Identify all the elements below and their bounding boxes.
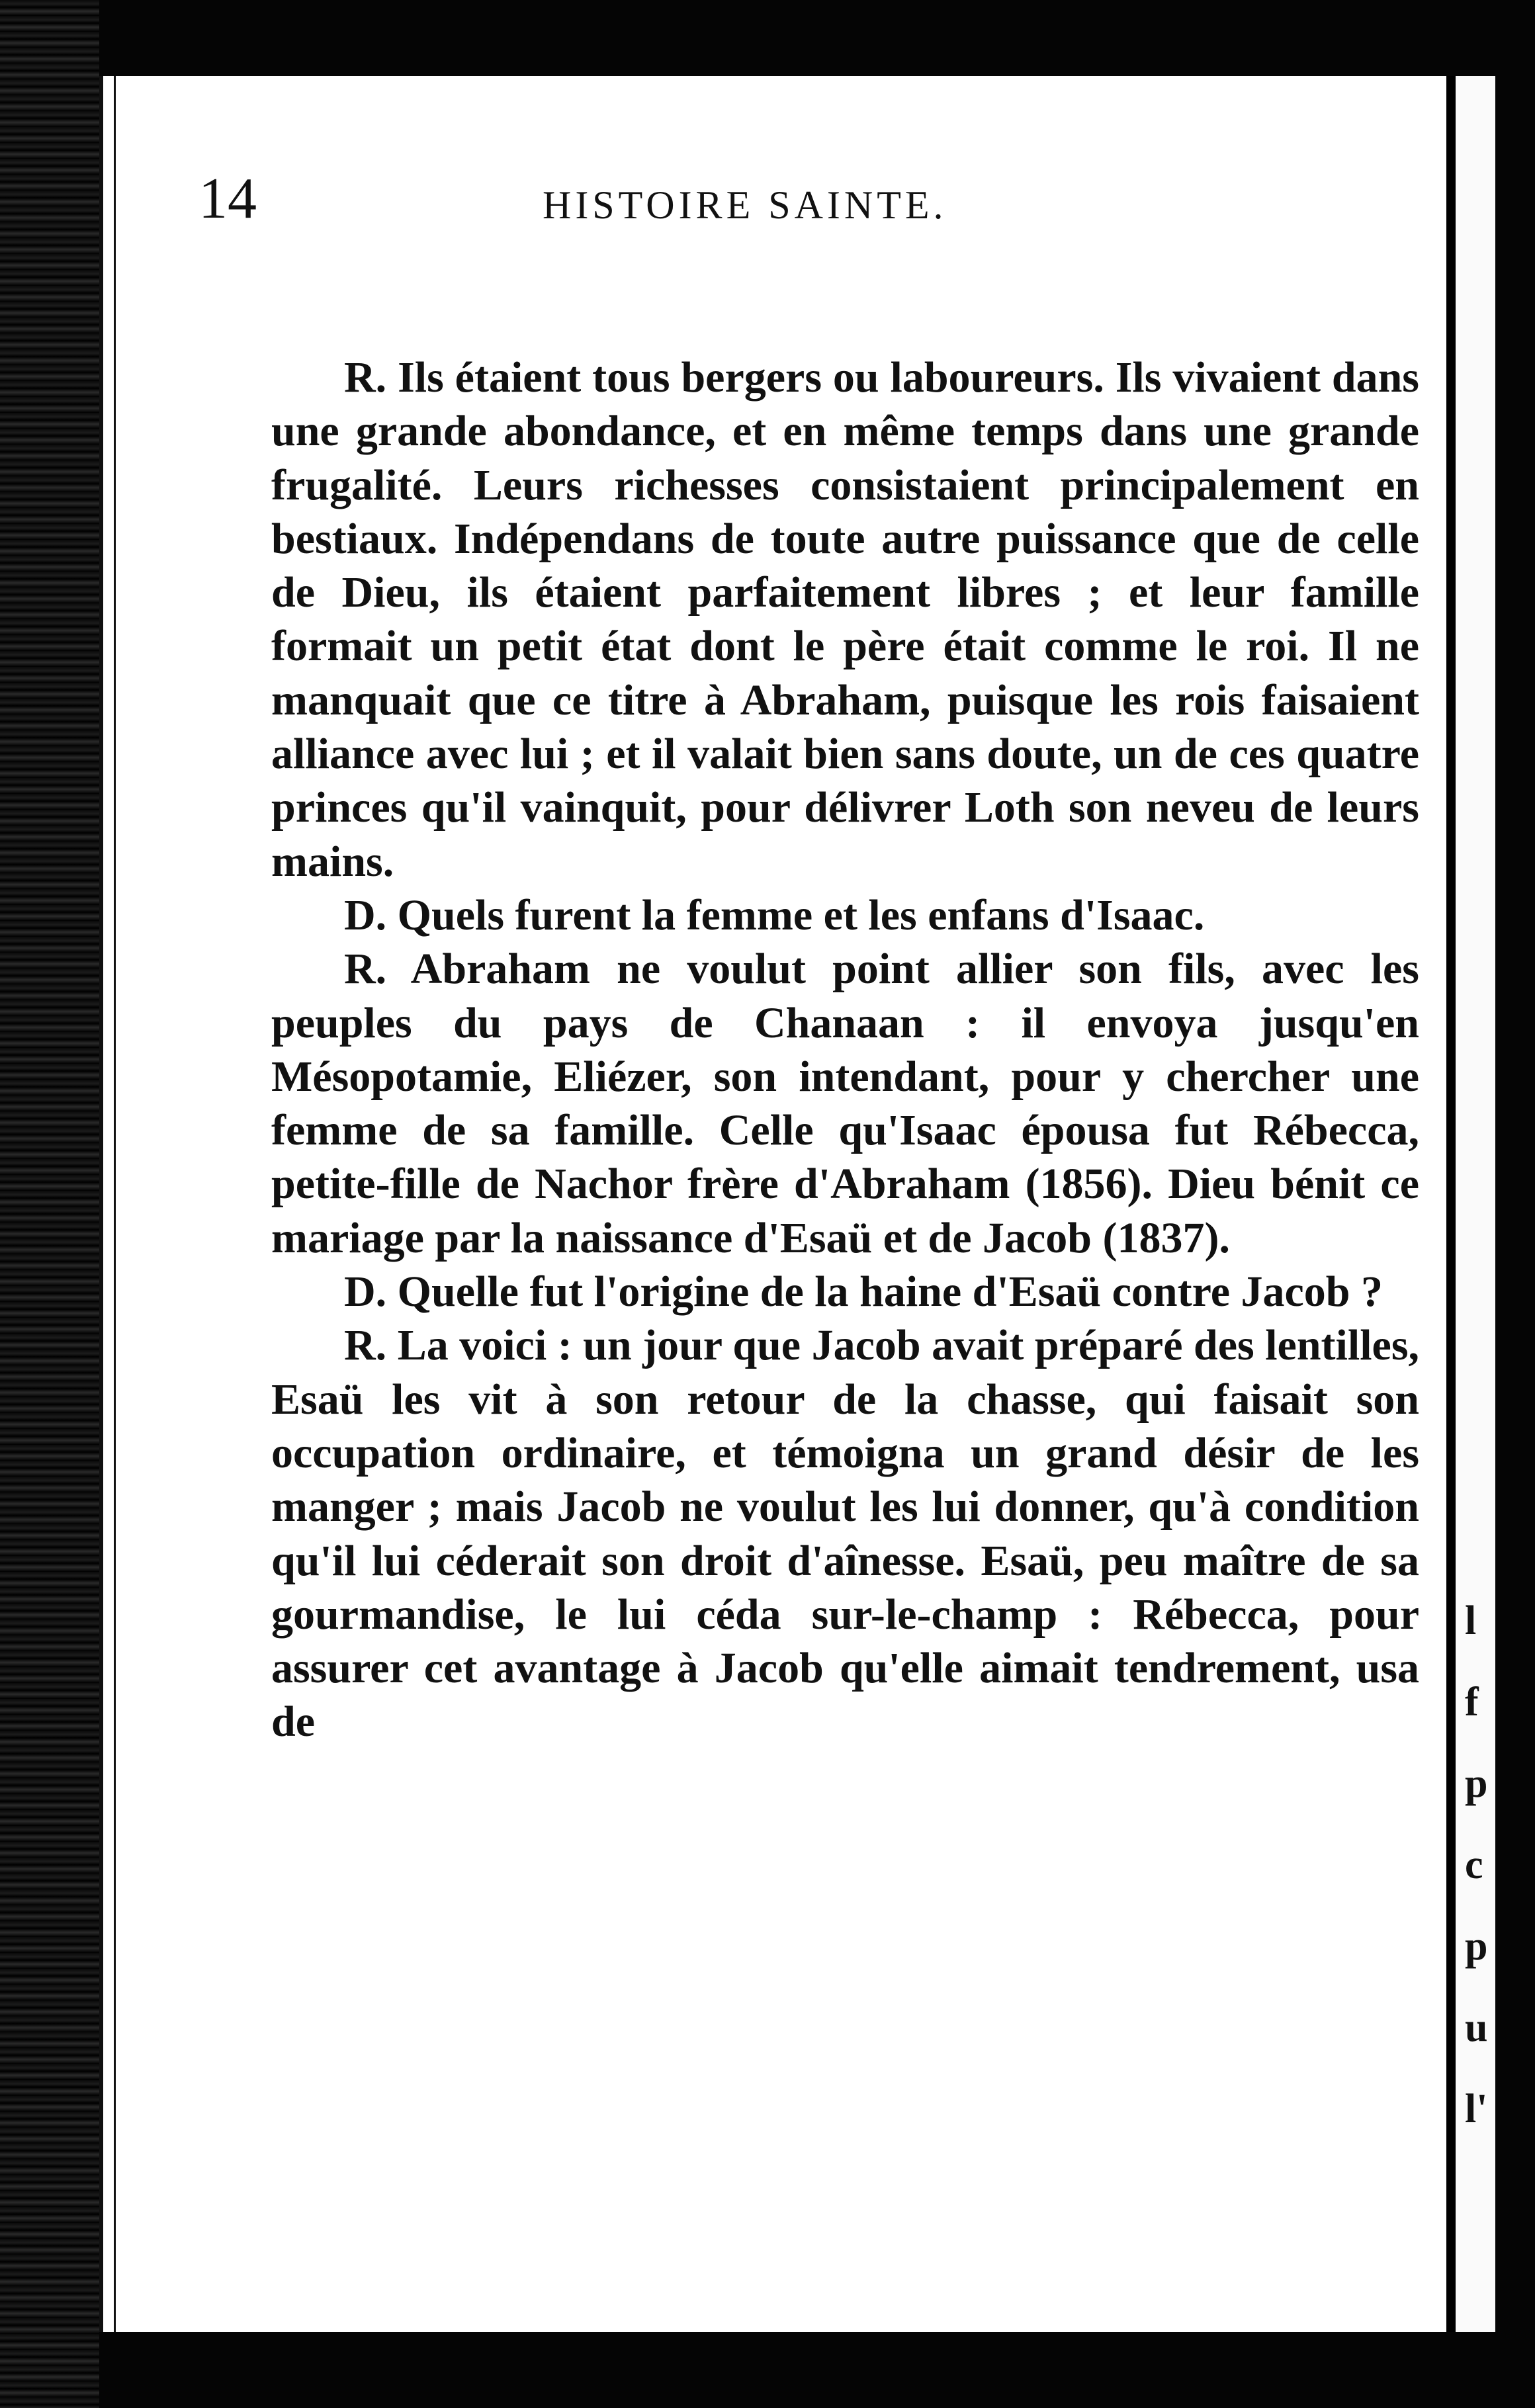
paragraph-answer xyxy=(271,351,1419,888)
paragraph-label: D. xyxy=(344,1268,387,1316)
gutter-line xyxy=(99,76,103,2332)
paragraph-text: Quels furent la femme et les enfans d'Isaac. xyxy=(397,890,1205,939)
paragraph-text: Quelle fut l'origine de la haine d'Esaü contre Jacob ? xyxy=(397,1268,1383,1316)
gutter-line-inner xyxy=(114,76,116,2332)
side-letter: p xyxy=(1465,1761,1488,1806)
page-header xyxy=(198,165,1423,245)
paragraph-text: La voici : un jour que Jacob avait préparé des lentilles, Esaü les vit à son retour de la chasse, qui faisait son occupation ordinaire, et témoigna un grand désir de les manger ; mais Jacob ne voulut les lui donner, qu'à condition qu'il lui céderait son droit d'aînesse. Esaü, peu maître de sa gourmandise, le lui céda sur-le-champ : Rébecca, pour assurer cet avantage à Jacob qu'elle aimait tendrement, usa de xyxy=(271,1321,1420,1746)
page-number: 14 xyxy=(198,167,257,231)
side-letter: l xyxy=(1465,1598,1477,1643)
side-letter: u xyxy=(1465,2005,1488,2050)
next-page-letters xyxy=(1465,1598,1491,2133)
paragraph-label: R. xyxy=(344,945,387,994)
side-letter: f xyxy=(1465,1680,1479,1725)
paragraph-question xyxy=(271,888,1419,942)
paragraph-answer xyxy=(271,942,1419,1265)
paragraph-label: R. xyxy=(344,1321,387,1370)
body-text xyxy=(271,351,1419,1749)
paragraph-question xyxy=(271,1265,1419,1318)
paragraph-text: Abraham ne voulut point allier son fils, avec les peuples du pays de Chanaan : il envoya jusqu'en Mésopotamie, Eliézer, son intendant, pour y chercher une femme de sa famille. Celle qu'Isaac épousa fut Rébecca, petite-fille de Nachor frère d'Abraham (1856). Dieu bénit ce mariage par la naissance d'Esaü et de Jacob (1837). xyxy=(271,945,1419,1262)
paragraph-text: Ils étaient tous bergers ou laboureurs. Ils vivaient dans une grande abondance, et en même temps dans une grande frugalité. Leurs richesses consistaient principalement en bestiaux. Indépendans de toute autre puissance que de celle de Dieu, ils étaient parfaitement libres ; et leur famille formait un petit état dont le père était comme le roi. Il ne manquait que ce titre à Abraham, puisque les rois faisaient alliance avec lui ; et il valait bien sans doute, un de ces quatre princes qu'il vainquit, pour délivrer Loth son neveu de leurs mains. xyxy=(271,353,1419,886)
side-letter: c xyxy=(1465,1842,1483,1887)
next-page-edge xyxy=(1446,76,1495,2332)
side-letter: p xyxy=(1465,1924,1488,1969)
left-page-edge xyxy=(0,0,99,2408)
side-letter: l' xyxy=(1465,2086,1488,2131)
paragraph-answer xyxy=(271,1318,1419,1748)
running-title: HISTOIRE SAINTE. xyxy=(543,183,947,227)
paragraph-label: R. xyxy=(344,353,387,402)
paragraph-label: D. xyxy=(344,890,387,939)
